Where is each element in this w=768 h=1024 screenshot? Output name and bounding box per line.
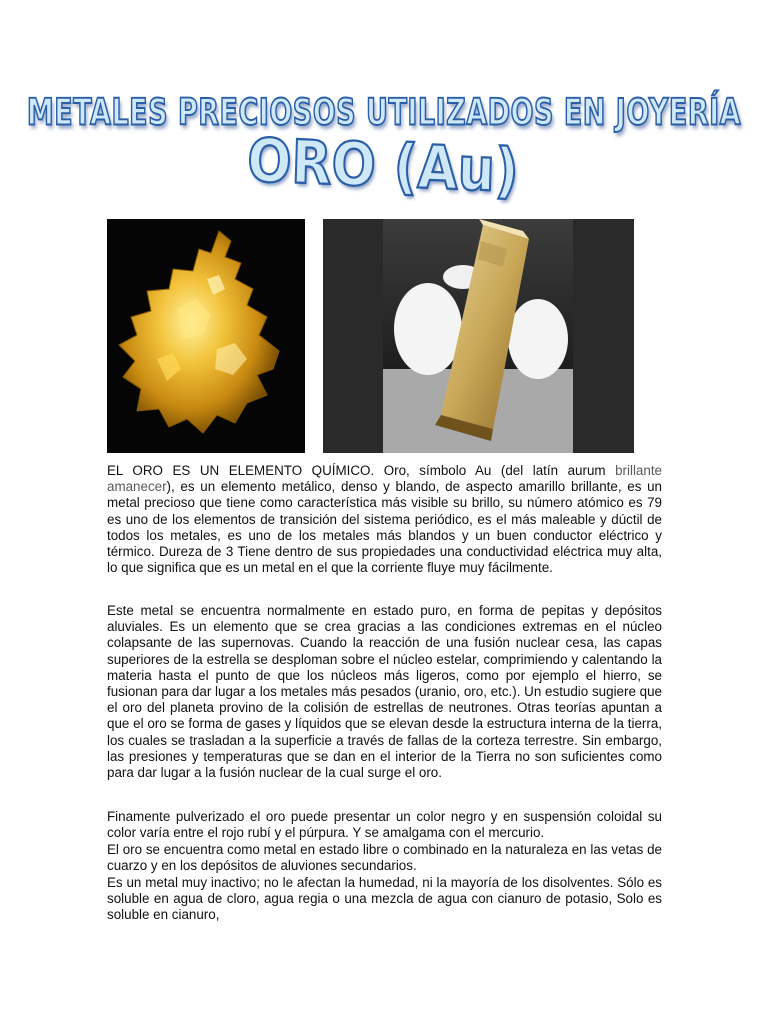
gold-bar-image	[323, 219, 634, 453]
paragraph-1-rest: ), es un elemento metálico, denso y blando, de aspecto amarillo brillante, es un metal precioso que tiene como característica más visible su brillo, su número atómico es 79 es uno de los elementos de transición del sistema periódico, es el más maleable y dúctil de todos los metales, es uno de los metales más blandos y un buen conductor eléctrico y térmico. Dureza de 3 Tiene dentro de sus propiedades una conductividad eléctrica muy alta, lo que significa que es un metal en el que la corriente fluye muy fácilmente.	[107, 479, 662, 576]
paragraph-1-lead: EL ORO ES UN ELEMENTO QUÍMICO. Oro, símbolo Au (del latín aurum	[107, 463, 616, 478]
paragraph-1	[107, 463, 662, 576]
paragraph-5: Es un metal muy inactivo; no le afectan la humedad, ni la mayoría de los disolventes. Sólo es soluble en agua de cloro, agua regia o una mezcla de agua con cianuro de potasio, Solo es soluble en cianuro,	[107, 875, 662, 923]
paragraph-3: Finamente pulverizado el oro puede presentar un color negro y en suspensión coloidal su color varía entre el rojo rubí y el púrpura. Y se amalgama con el mercurio.	[107, 809, 662, 841]
page-title: METALES PRECIOSOS UTILIZADOS EN JOYERÍA	[26, 92, 742, 134]
gold-nugget-image	[107, 219, 305, 453]
brillante-amanecer-link[interactable]: brillante amanecer	[107, 463, 662, 495]
paragraph-2: Este metal se encuentra normalmente en estado puro, en forma de pepitas y depósitos aluviales. Es un elemento que se crea gracias a las condiciones extremas en el núcleo colapsante de las supernovas. Cuando la reacción de una fusión nuclear cesa, las capas superiores de la estrella se desploman sobre el núcleo estelar, comprimiendo y calentando la materia hasta el punto de que los núcleos más ligeros, como por ejemplo el hierro, se fusionan para dar lugar a los metales más pesados (uranio, oro, etc.). Un estudio sugiere que el oro del planeta provino de la colisión de estrellas de neutrones. Otras teorías apuntan a que el oro se forma de gases y líquidos que se elevan desde la estructura interna de la tierra, los cuales se trasladan a la superficie a través de fallas de la corteza terrestre. Sin embargo, las presiones y temperaturas que se dan en el interior de la Tierra no son suficientes como para dar lugar a la fusión nuclear de la cual surge el oro.	[107, 603, 662, 781]
page-subtitle: ORO (Au)	[246, 126, 520, 207]
paragraph-4: El oro se encuentra como metal en estado libre o combinado en la naturaleza en las vetas de cuarzo y en los depósitos de aluviones secundarios.	[107, 842, 662, 874]
